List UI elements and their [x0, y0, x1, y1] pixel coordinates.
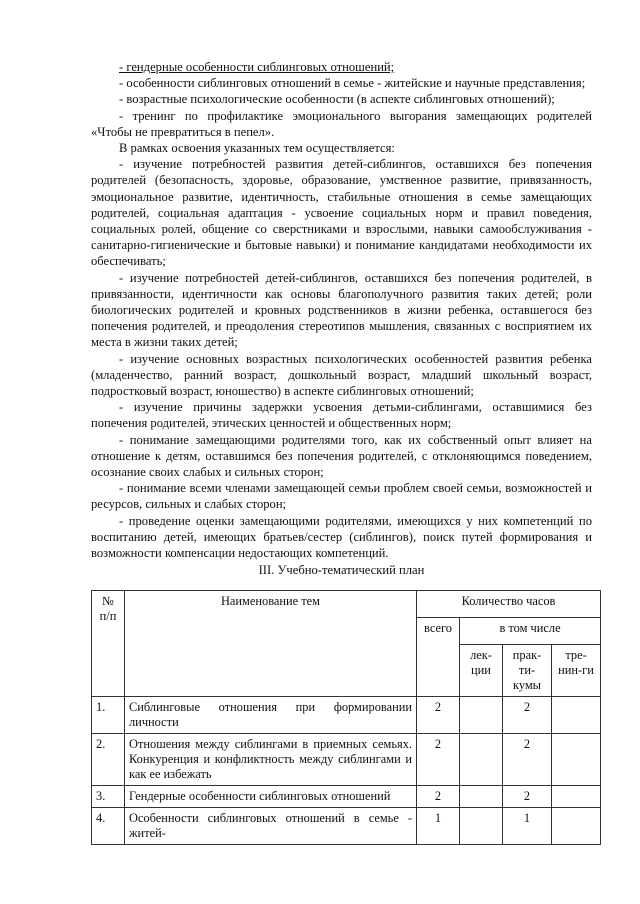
- row-trainings: [552, 697, 601, 734]
- table-row: [92, 786, 601, 808]
- row-lectures: [460, 734, 503, 786]
- row-practice: 2: [503, 786, 552, 808]
- curriculum-table: [91, 590, 601, 845]
- body-text: [91, 59, 592, 561]
- row-number: 2.: [92, 734, 125, 786]
- table-row: [92, 734, 601, 786]
- row-total: 1: [417, 808, 460, 845]
- row-topic: Гендерные особенности сиблинговых отношений: [125, 786, 417, 808]
- header-topic-name: Наименование тем: [125, 591, 417, 697]
- row-topic: Особенности сиблинговых отношений в семье - житей-: [125, 808, 417, 845]
- header-including: в том числе: [460, 618, 601, 645]
- paragraph-6: - изучение потребностей развития детей-сиблингов, оставшихся без попечения родителей (безопасность, здоровье, образование, умственное развитие, привязанность, эмоциональное развитие, идентичность, стабильные отношения в семье замещающих родителей, социальная адаптация - усвоение социальных норм и правил поведения, социальных ролей, общение со сверстниками и взрослыми, навыки самообслуживания - санитарно-гигиенические и бытовые навыки) и понимание кандидатами необходимости их обеспечивать;: [91, 157, 592, 269]
- row-trainings: [552, 786, 601, 808]
- row-practice: 2: [503, 697, 552, 734]
- paragraph-7: - изучение потребностей детей-сиблингов, оставшихся без попечения родителей, в привязанности, идентичности как основы благополучного развития таких детей; роли биологических родителей и кровных родственников в жизни ребенка, оставшегося без попечения родителей, и преодоления стереотипов мышления, связанных с восприятием их места в жизни таких детей;: [91, 270, 592, 350]
- row-practice: 1: [503, 808, 552, 845]
- row-topic: Сиблинговые отношения при формировании личности: [125, 697, 417, 734]
- row-lectures: [460, 697, 503, 734]
- row-trainings: [552, 734, 601, 786]
- row-total: 2: [417, 786, 460, 808]
- row-total: 2: [417, 697, 460, 734]
- header-lectures: лек-ции: [460, 645, 503, 697]
- paragraph-11: - понимание всеми членами замещающей семьи проблем своей семьи, возможностей и ресурсов, сильных и слабых сторон;: [91, 481, 592, 512]
- table-row: [92, 697, 601, 734]
- paragraph-10: - понимание замещающими родителями того, как их собственный опыт влияет на отношение к детям, оставшимся без попечения родителей, с отклоняющимся поведением, осознание своих слабых и сильных сторон;: [91, 432, 592, 480]
- row-lectures: [460, 786, 503, 808]
- paragraph-3: - возрастные психологические особенности (в аспекте сиблинговых отношений);: [119, 92, 555, 107]
- row-number: 4.: [92, 808, 125, 845]
- row-total: 2: [417, 734, 460, 786]
- header-hours: Количество часов: [417, 591, 601, 618]
- row-number: 3.: [92, 786, 125, 808]
- paragraph-1: [91, 59, 592, 75]
- table-row: [92, 808, 601, 845]
- paragraph-8: - изучение основных возрастных психологических особенностей развития ребенка (младенчество, ранний возраст, дошкольный возраст, младший школьный возраст, подростковый возраст, юношество) в аспекте сиблинговых отношений;: [91, 351, 592, 399]
- underlined-text: - гендерные особенности сиблинговых отношений;: [119, 60, 395, 74]
- row-number: 1.: [92, 697, 125, 734]
- paragraph-12: - проведение оценки замещающими родителями, имеющихся у них компетенций по воспитанию детей, имеющих братьев/сестер (сиблингов), поиск путей формирования и возможности компенсации недостающих компетенций.: [91, 513, 592, 561]
- paragraph-9: - изучение причины задержки усвоения детьми-сиблингами, оставшимися без попечения родителей, этических ценностей и общественных норм;: [91, 400, 592, 431]
- header-trainings: тре-нин-ги: [552, 645, 601, 697]
- header-total: всего: [417, 618, 460, 697]
- row-practice: 2: [503, 734, 552, 786]
- row-trainings: [552, 808, 601, 845]
- paragraph-5: В рамках освоения указанных тем осуществляется:: [119, 141, 395, 156]
- paragraph-2: - особенности сиблинговых отношений в семье - житейские и научные представления;: [119, 76, 586, 91]
- header-practice: прак-ти-кумы: [503, 645, 552, 697]
- section-title: III. Учебно-тематический план: [258, 563, 425, 577]
- row-lectures: [460, 808, 503, 845]
- paragraph-4: - тренинг по профилактике эмоционального выгорания замещающих родителей «Чтобы не превратиться в пепел».: [91, 108, 592, 139]
- header-number: № п/п: [92, 591, 125, 697]
- row-topic: Отношения между сиблингами в приемных семьях. Конкуренция и конфликтность между сиблингами и как ее избежать: [125, 734, 417, 786]
- table-header-row: [92, 591, 601, 618]
